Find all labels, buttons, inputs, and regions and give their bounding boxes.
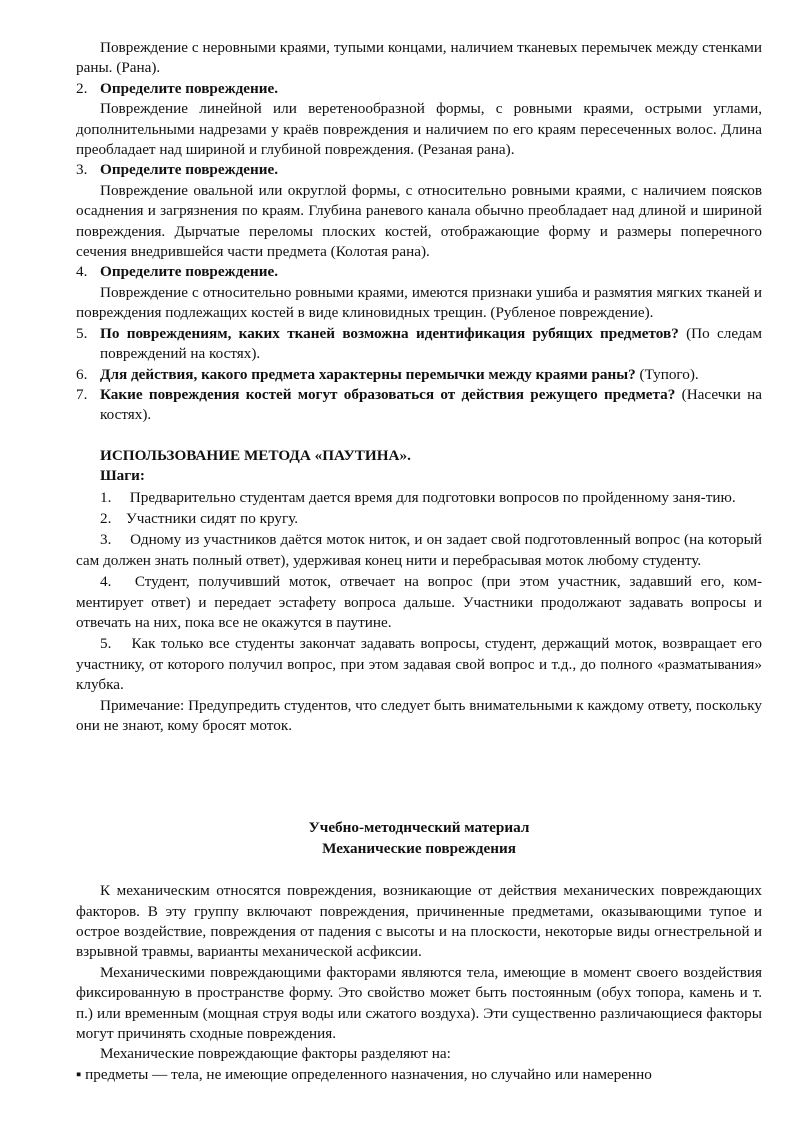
qa-item-2 (76, 79, 762, 161)
qa-item-7 (76, 385, 762, 426)
heading-gap (76, 859, 762, 881)
step-item (76, 488, 762, 508)
step-number: 2. (100, 509, 112, 527)
step-number: 5. (100, 635, 112, 653)
qa-answer: Повреждение с относительно ровными краями, имеются признаки ушиба и размятия мягких тканей и повреждения подлежащих костей в виде клиновидных трещин. (Рубленое повреждение). (76, 283, 762, 322)
qa-item-3 (76, 160, 762, 262)
material-heading-2: Механические повреждения (322, 839, 516, 857)
qa-number: 6. (76, 365, 88, 383)
steps-list (76, 488, 762, 696)
method-title: ИСПОЛЬЗОВАНИЕ МЕТОДА «ПАУТИНА». (100, 446, 411, 464)
qa-number: 7. (76, 385, 88, 403)
step-text: Студент, получивший моток, отвечает на вопрос (при этом участник, задавший его, ком-ментирует ответ) и передает эстафету вопроса дальше. Участники продолжают задавать вопросы и отвечать на них, пока все не окажутся в паутине. (76, 573, 763, 631)
step-text: Одному из участников даётся моток ниток, и он задает свой подготовленный вопрос (на который сам должен знать полный ответ), удерживая конец нити и перебрасывая моток любому студенту. (76, 531, 762, 569)
material-heading-1: Учебно-методнческий материал (308, 819, 530, 837)
qa-number: 4. (76, 263, 88, 281)
qa-question: Определите повреждение. (100, 161, 279, 179)
step-text: Как только все студенты закончат задавать вопросы, студент, держащий моток, возвращает его участнику, от которого получил вопрос, при этом задавая свой вопрос и т.д., до полного «разматывания» клубка. (76, 635, 762, 694)
qa-answer: (Насечки на костях). (100, 385, 762, 424)
qa-question: По повреждениям, каких тканей возможна идентификация рубящих предметов? (100, 324, 679, 342)
step-number: 4. (100, 573, 112, 591)
step-text: Участники сидят по кругу. (126, 509, 299, 527)
qa-item-4 (76, 262, 762, 323)
qa-question: Какие повреждения костей могут образоваться от действия режущего предмета? (100, 385, 676, 403)
qa-question: Определите повреждение. (100, 79, 279, 97)
step-text: Предварительно студентам дается время для подготовки вопросов по пройденному заня-тию. (129, 488, 736, 506)
method-note: Примечание: Предупредить студентов, что следует быть внимательными к каждому ответу, поскольку они не знают, кому бросят моток. (76, 696, 762, 734)
step-item (76, 509, 762, 529)
document-page (76, 38, 762, 1085)
material-paragraph-2: Механическими повреждающими факторами являются тела, имеющие в момент своего воздействия фиксированную в пространстве форму. Это свойство может быть постоянным (обух топора, камень и т. п.) или временным (мощная струя воды или сжатого воздуха). Эти существенно различающиеся факторы могут причинять сходные повреждения. (76, 963, 762, 1043)
qa-number: 2. (76, 79, 88, 97)
intro-paragraph: Повреждение с неровными краями, тупыми концами, наличием тканевых перемычек между стенками раны. (Рана). (76, 39, 762, 77)
step-item (76, 530, 762, 571)
qa-answer: Повреждение овальной или округлой формы, с относительно ровными краями, с наличием поясков осаднения и загрязнения по краям. Глубина раневого канала обычно преобладает над длиной и шириной повреждения. Дырчатые переломы плоских костей, отображающие форму и размеры поперечного сечения внедрившейся части предмета (Колотая рана). (76, 181, 762, 261)
qa-list (76, 79, 762, 426)
steps-title: Шаги: (100, 467, 145, 485)
material-paragraph-1: К механическим относятся повреждения, возникающие от действия механических повреждающих факторов. В эту группу включают повреждения, причиненные предметами, оказывающими тупое и острое воздействие, повреждения от падения с высоты и на плоскости, некоторые виды огнестрельной и взрывной травмы, варианты механической асфиксии. (76, 882, 762, 961)
material-bullet: ▪ предметы — тела, не имеющие определенного назначения, но случайно или намеренно (76, 1065, 652, 1083)
qa-question: Определите повреждение. (100, 263, 279, 281)
qa-item-6 (76, 365, 762, 385)
qa-answer: (По следам повреждений на костях). (100, 324, 762, 363)
qa-item-5 (76, 324, 762, 365)
section-gap (76, 736, 762, 818)
step-number: 1. (100, 488, 112, 506)
qa-answer: Повреждение линейной или веретенообразной формы, с ровными краями, острыми углами, дополнительными надрезами у краёв повреждения и наличием по его краям пересеченных волос. Длина преобладает над шириной и глубиной повреждения. (Резаная рана). (76, 100, 762, 159)
step-item (76, 634, 762, 695)
qa-number: 3. (76, 161, 88, 179)
step-item (76, 572, 762, 633)
qa-question: Для действия, какого предмета характерны перемычки между краями раны? (100, 365, 636, 383)
qa-number: 5. (76, 324, 88, 342)
material-paragraph-3: Механические повреждающие факторы разделяют на: (100, 1045, 451, 1063)
qa-answer: (Тупого). (639, 365, 699, 383)
step-number: 3. (100, 531, 112, 549)
